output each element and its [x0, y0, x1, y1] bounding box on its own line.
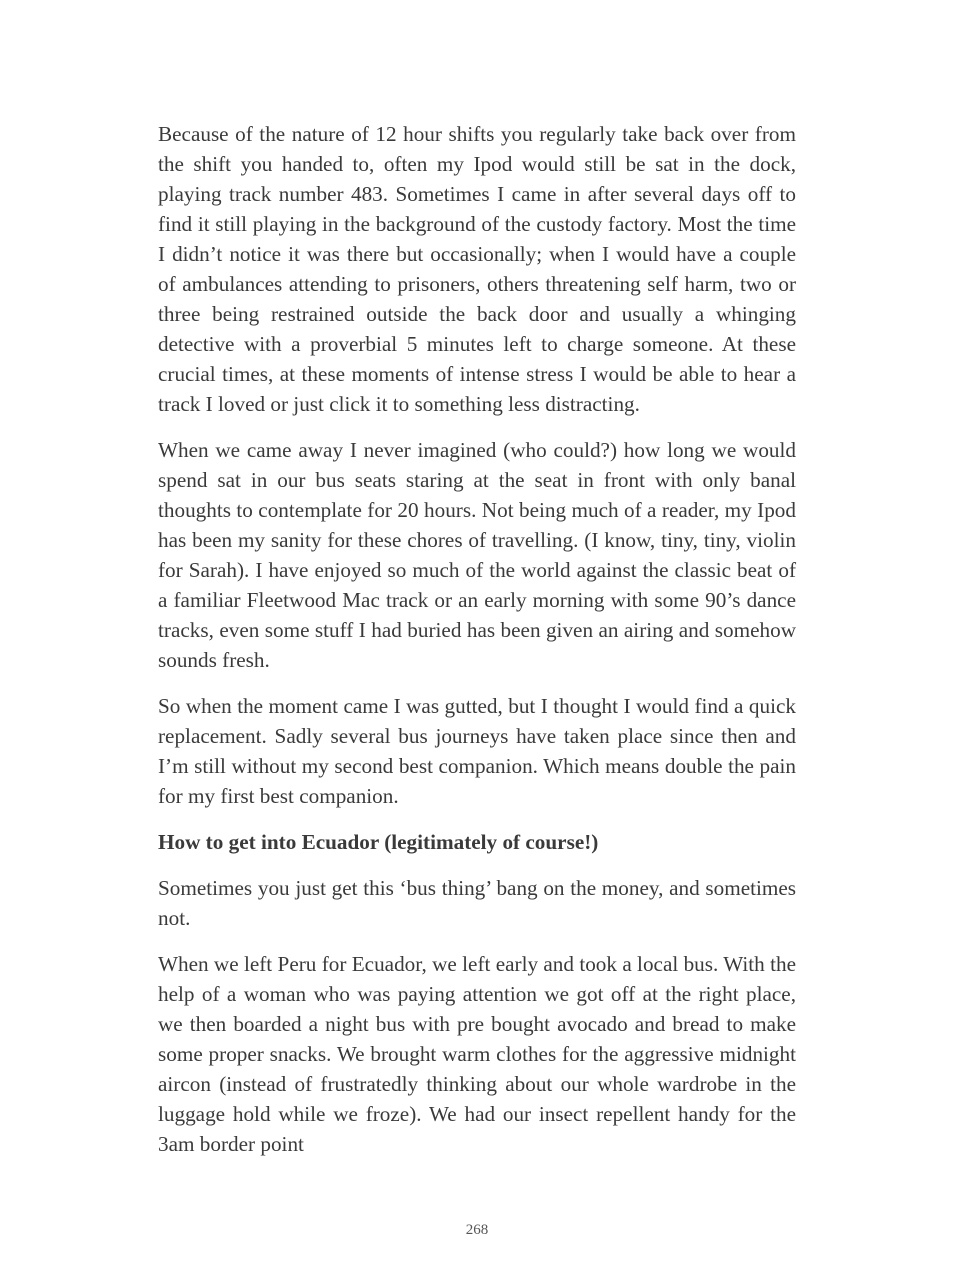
section-heading: How to get into Ecuador (legitimately of course!) [158, 830, 599, 854]
paragraph-ipod-shifts: Because of the nature of 12 hour shifts you regularly take back over from the shift you handed to, often my Ipod would still be sat in the dock, playing track number 483. Sometimes I came in after several days off to find it still playing in the background of the custody factory. Most the time I didn’t notice it was there but occasionally; when I would have a couple of ambulances attending to prisoners, others threatening self harm, two or three being restrained outside the back door and usually a whinging detective with a proverbial 5 minutes left to charge someone. At these crucial times, at these moments of intense stress I would be able to hear a track I loved or just click it to something less distracting. [158, 122, 796, 416]
paragraph-bus-thing: Sometimes you just get this ‘bus thing’ bang on the money, and sometimes not. [158, 876, 796, 930]
paragraph-peru-to-ecuador: When we left Peru for Ecuador, we left early and took a local bus. With the help of a woman who was paying attention we got off at the right place, we then boarded a night bus with pre bought avocado and bread to make some proper snacks. We brought warm clothes for the aggressive midnight aircon (instead of frustratedly thinking about our whole wardrobe in the luggage hold while we froze). We had our insect repellent handy for the 3am border point [158, 952, 796, 1156]
paragraph-replacement: So when the moment came I was gutted, but I thought I would find a quick replacement. Sadly several bus journeys have taken place since then and I’m still without my second best companion. Which means double the pain for my first best companion. [158, 694, 796, 808]
page-body [158, 119, 796, 1175]
paragraph-bus-seats: When we came away I never imagined (who could?) how long we would spend sat in our bus seats staring at the seat in front with only banal thoughts to contemplate for 20 hours. Not being much of a reader, my Ipod has been my sanity for these chores of travelling. (I know, tiny, tiny, violin for Sarah). I have enjoyed so much of the world against the classic beat of a familiar Fleetwood Mac track or an early morning with some 90’s dance tracks, even some stuff I had buried has been given an airing and somehow sounds fresh. [158, 438, 796, 672]
page-number: 268 [465, 1222, 489, 1238]
